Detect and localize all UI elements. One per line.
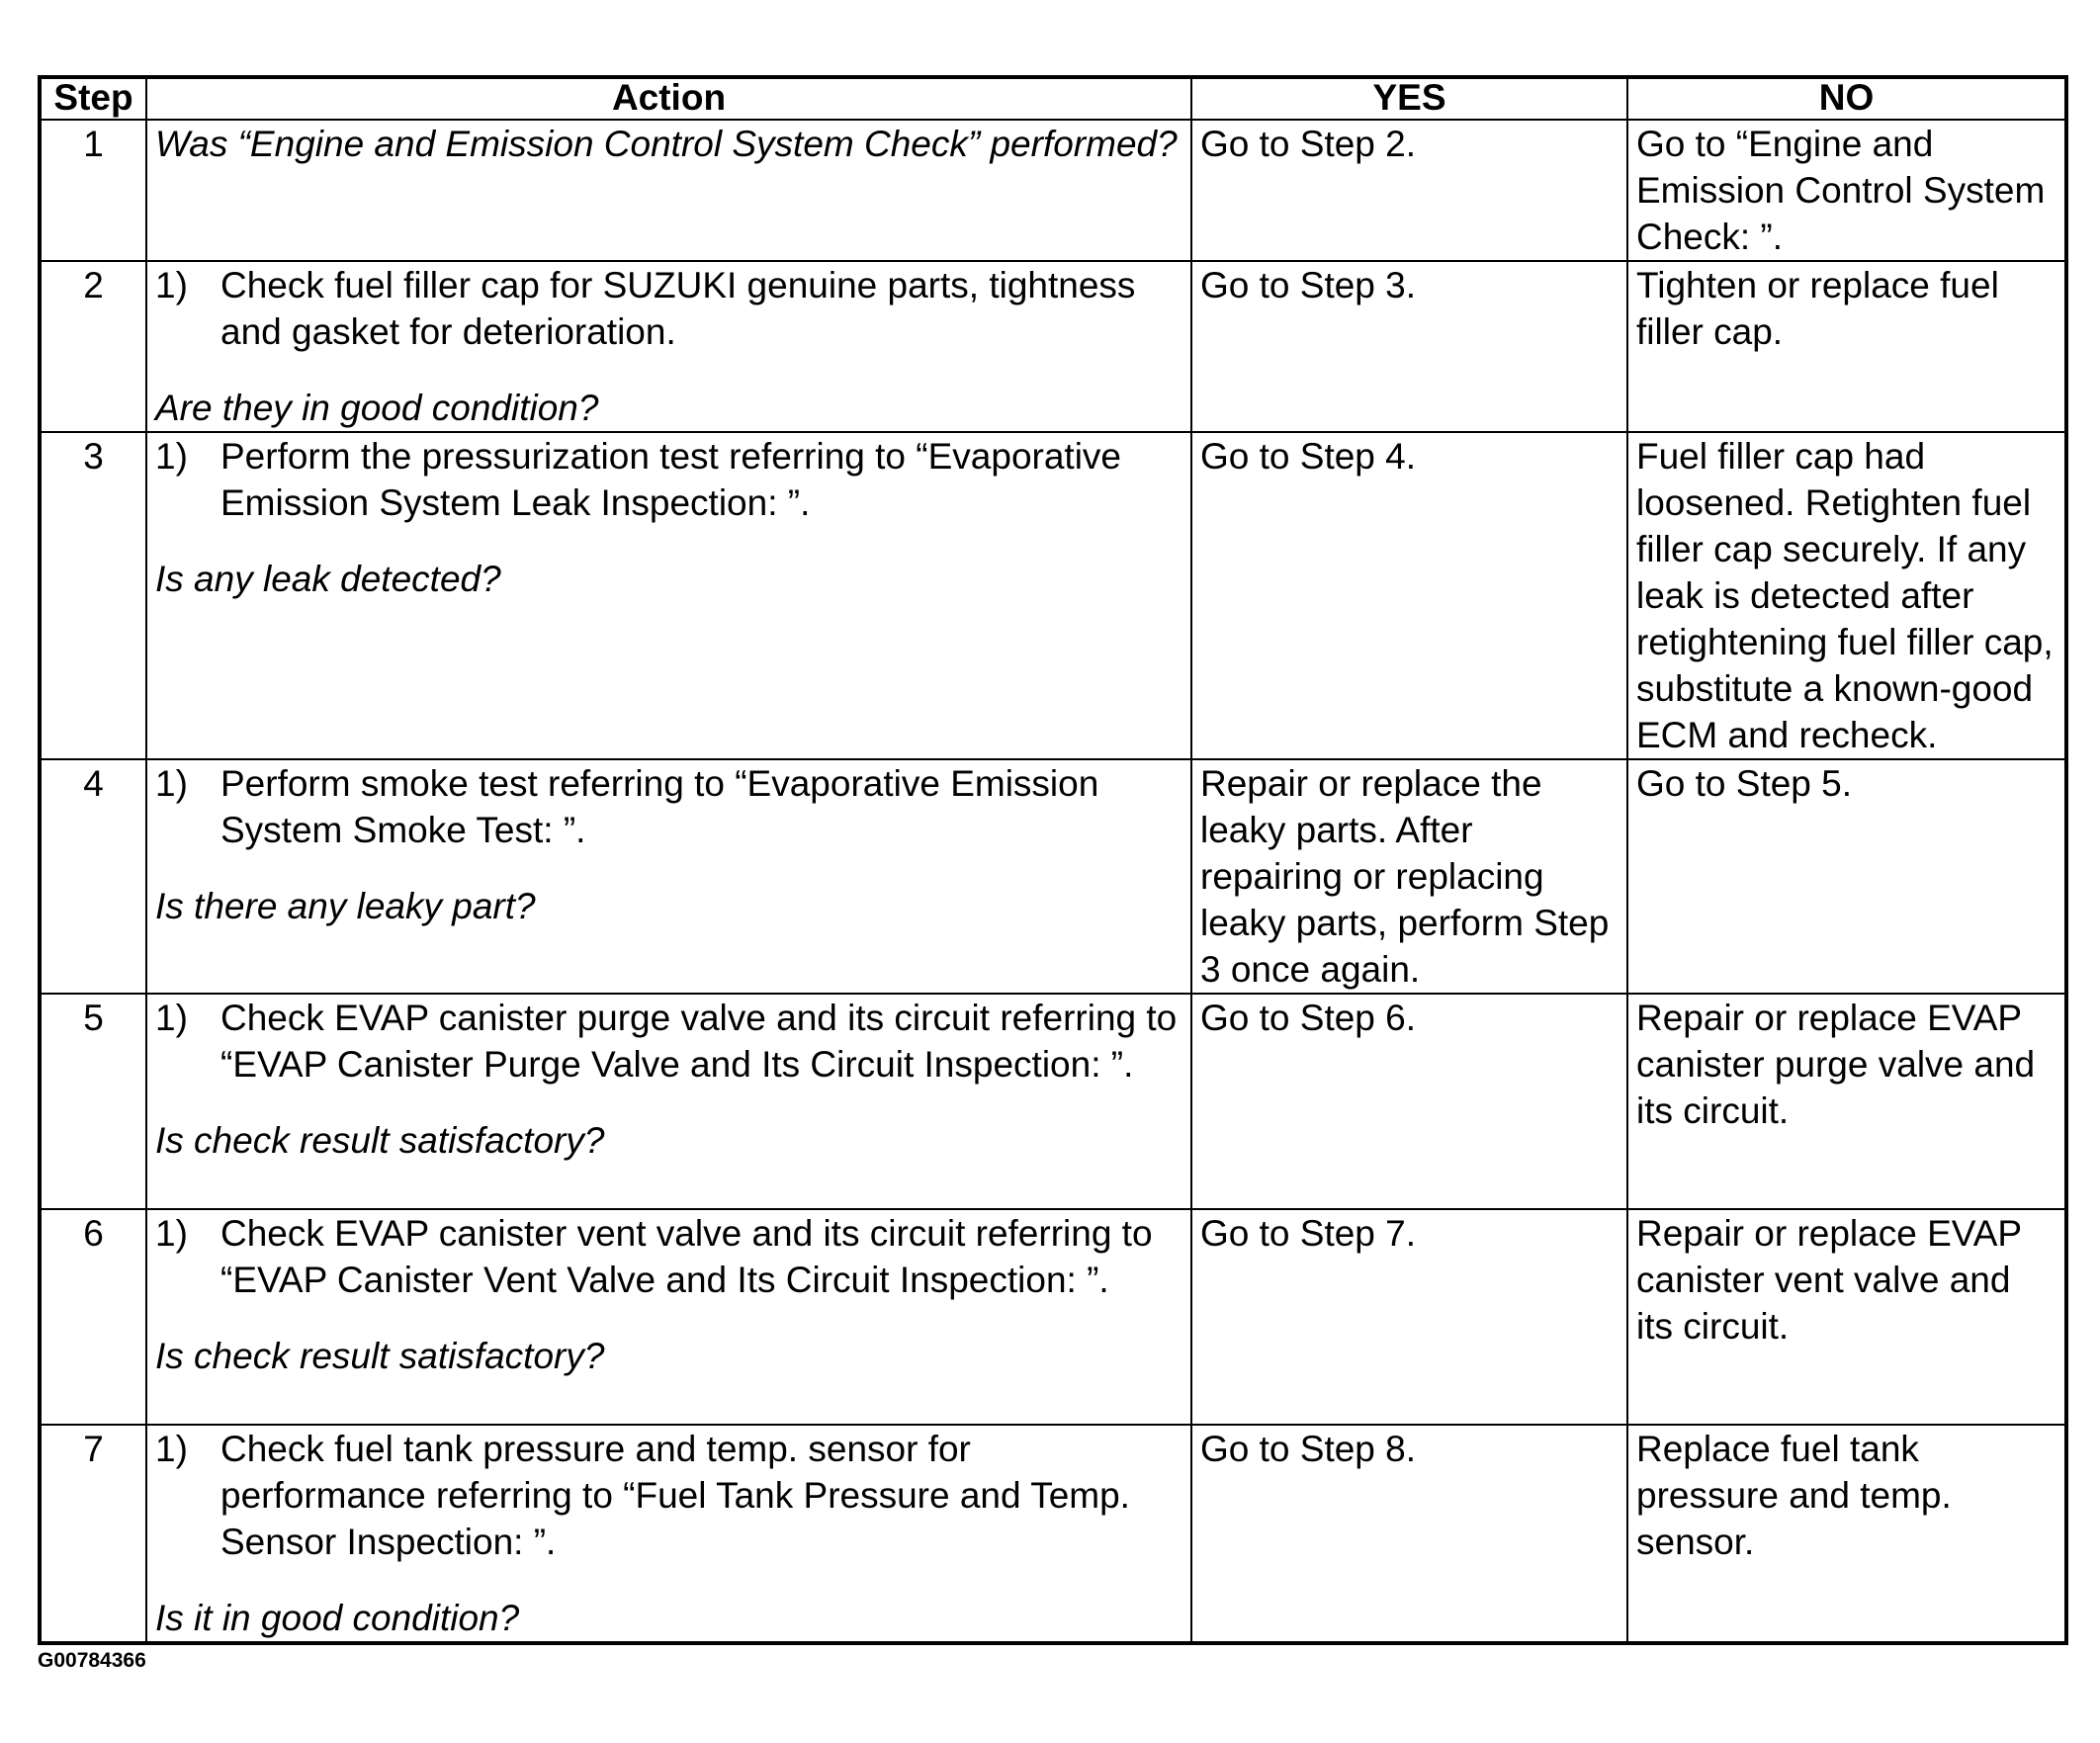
action-item-text: Check EVAP canister vent valve and its circuit referring to “EVAP Canister Vent Valve and Its Circuit Inspection: ”. — [220, 1213, 1153, 1300]
action-item-number: 1) — [155, 998, 188, 1038]
action-item — [155, 1426, 1182, 1565]
no-cell: Replace fuel tank pressure and temp. sensor. — [1627, 1425, 2066, 1643]
yes-cell: Go to Step 3. — [1191, 261, 1627, 432]
yes-cell: Go to Step 6. — [1191, 994, 1627, 1209]
yes-cell: Go to Step 8. — [1191, 1425, 1627, 1643]
step-number: 6 — [40, 1209, 146, 1425]
action-item — [155, 760, 1182, 853]
action-question: Is it in good condition? — [155, 1598, 520, 1638]
action-cell — [146, 120, 1191, 261]
action-cell — [146, 994, 1191, 1209]
action-item-number: 1) — [155, 265, 188, 305]
no-cell: Tighten or replace fuel filler cap. — [1627, 261, 2066, 432]
action-item-number: 1) — [155, 1429, 188, 1469]
table-row — [40, 994, 2066, 1209]
table-row — [40, 759, 2066, 994]
header-action: Action — [146, 77, 1191, 120]
step-number: 1 — [40, 120, 146, 261]
yes-cell: Go to Step 7. — [1191, 1209, 1627, 1425]
step-number: 7 — [40, 1425, 146, 1643]
step-number: 3 — [40, 432, 146, 759]
step-number: 4 — [40, 759, 146, 994]
diagnostic-table — [38, 75, 2068, 1645]
no-cell: Repair or replace EVAP canister vent valve and its circuit. — [1627, 1209, 2066, 1425]
action-question: Is check result satisfactory? — [155, 1120, 605, 1161]
table-header-row — [40, 77, 2066, 120]
action-item — [155, 262, 1182, 355]
yes-cell: Repair or replace the leaky parts. After repairing or replacing leaky parts, perform Step 3 once again. — [1191, 759, 1627, 994]
action-item — [155, 995, 1182, 1088]
table-row — [40, 432, 2066, 759]
action-cell — [146, 759, 1191, 994]
no-cell: Go to “Engine and Emission Control System Check: ”. — [1627, 120, 2066, 261]
header-yes: YES — [1191, 77, 1627, 120]
no-cell: Go to Step 5. — [1627, 759, 2066, 994]
action-question: Was “Engine and Emission Control System Check” performed? — [155, 124, 1178, 164]
figure-id: G00784366 — [38, 1649, 146, 1672]
action-item-text: Perform smoke test referring to “Evaporative Emission System Smoke Test: ”. — [220, 763, 1099, 850]
yes-cell: Go to Step 4. — [1191, 432, 1627, 759]
header-no: NO — [1627, 77, 2066, 120]
action-cell — [146, 1209, 1191, 1425]
action-question: Is any leak detected? — [155, 559, 501, 599]
action-question: Are they in good condition? — [155, 388, 599, 428]
action-item-text: Perform the pressurization test referring to “Evaporative Emission System Leak Inspection: ”. — [220, 436, 1121, 523]
table-row — [40, 1425, 2066, 1643]
action-question: Is check result satisfactory? — [155, 1336, 605, 1376]
step-number: 2 — [40, 261, 146, 432]
yes-cell: Go to Step 2. — [1191, 120, 1627, 261]
table-row — [40, 120, 2066, 261]
action-cell — [146, 1425, 1191, 1643]
table-row — [40, 1209, 2066, 1425]
action-cell — [146, 261, 1191, 432]
step-number: 5 — [40, 994, 146, 1209]
action-item-text: Check EVAP canister purge valve and its circuit referring to “EVAP Canister Purge Valve and Its Circuit Inspection: ”. — [220, 998, 1178, 1085]
action-cell — [146, 432, 1191, 759]
action-item-number: 1) — [155, 763, 188, 804]
action-question: Is there any leaky part? — [155, 886, 536, 926]
table-row — [40, 261, 2066, 432]
action-item — [155, 433, 1182, 526]
header-step: Step — [40, 77, 146, 120]
action-item-text: Check fuel tank pressure and temp. sensor for performance referring to “Fuel Tank Pressure and Temp. Sensor Inspection: ”. — [220, 1429, 1130, 1562]
action-item-number: 1) — [155, 1213, 188, 1254]
action-item-number: 1) — [155, 436, 188, 477]
no-cell: Fuel filler cap had loosened. Retighten fuel filler cap securely. If any leak is detected after retightening fuel filler cap, substitute a known-good ECM and recheck. — [1627, 432, 2066, 759]
action-item-text: Check fuel filler cap for SUZUKI genuine parts, tightness and gasket for deterioration. — [220, 265, 1136, 352]
action-item — [155, 1210, 1182, 1303]
no-cell: Repair or replace EVAP canister purge valve and its circuit. — [1627, 994, 2066, 1209]
